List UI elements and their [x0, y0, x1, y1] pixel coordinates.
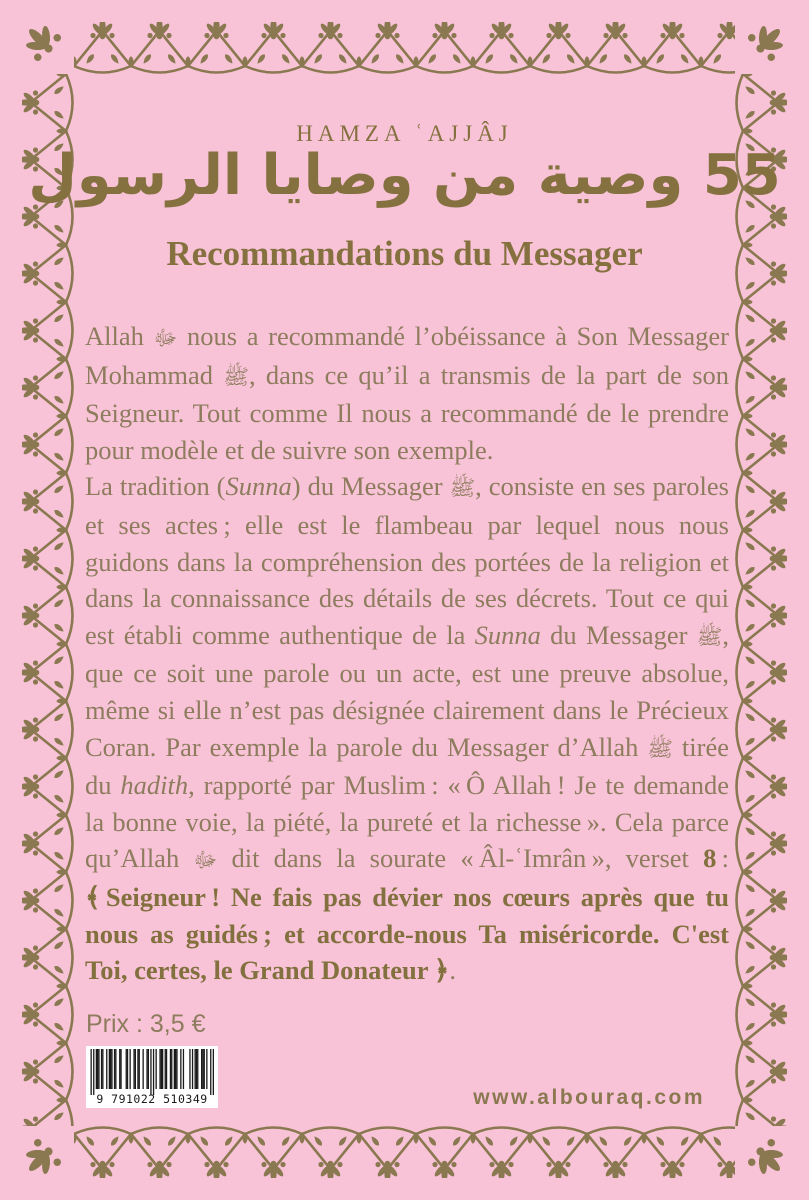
text-run: ﷺ — [647, 735, 673, 761]
text-run: : — [716, 843, 729, 874]
text-run: ) du Messager — [291, 471, 450, 502]
text-run: ﷻ — [193, 847, 218, 873]
arabic-title: 55 وصية من وصايا الرسول — [28, 143, 781, 208]
text-run: La tradition ( — [85, 471, 226, 502]
text-run: , que ce soit une parole ou un acte, est une preuve absolue, même si elle n’est pas désignée clairement dans le Précieux Coran. Par exemple la parole du Messager d’Allah — [85, 619, 729, 762]
text-run: ﴾ Seigneur ! Ne fais pas dévier nos cœurs après que tu nous as guidés ; et accorde-nous Ta miséricorde. C'est Toi, certes, le Grand Donateur ﴿ — [85, 881, 729, 986]
text-run: , rapporté par Muslim : « Ô Allah ! Je te demande la bonne voie, la piété, la pureté et la richesse ». Cela parce qu’Allah — [85, 770, 730, 874]
price-label: Prix : 3,5 € — [86, 1010, 206, 1038]
text-run: dit dans la sourate « Âl-ʿImrân », verset — [217, 843, 704, 874]
paragraph — [85, 318, 729, 468]
text-run: 8 — [703, 843, 717, 874]
website-url: www.albouraq.com — [473, 1086, 705, 1109]
paragraph — [85, 468, 729, 988]
text-run: , dans ce qu’il a transmis de la part de son Seigneur. Tout comme Il nous a recommandé de le prendre pour modèle et de suivre son exemple. — [85, 359, 730, 465]
text-run: . — [449, 955, 456, 986]
text-run: Sunna — [474, 619, 541, 650]
text-run: , consiste en ses paroles et ses actes ; elle est le flambeau par lequel nous nous guidons dans la compréhension des portées de la religion et dans la connaissance des détails de ses décrets. Tout ce qui est établi comme authentique de la — [85, 471, 729, 650]
text-run: ﷺ — [449, 475, 476, 501]
text-run: ﷺ — [223, 363, 249, 389]
barcode-digits: 9 791022 510349 — [96, 1092, 208, 1106]
text-run: ﷺ — [696, 623, 723, 649]
french-title: Recommandations du Messager — [166, 234, 643, 273]
text-run: ﷻ — [153, 325, 178, 350]
text-run: hadith — [120, 770, 189, 801]
text-run: Allah — [85, 321, 154, 351]
text-run: Sunna — [225, 471, 292, 502]
body-text — [85, 318, 729, 989]
author-name: HAMZA ʿAJJÂJ — [296, 121, 513, 146]
text-run: tirée du — [85, 731, 730, 801]
text-run: nous a recommandé l’obéissance à Son Messager Mohammad — [85, 321, 729, 390]
text-run: du Messager — [540, 619, 697, 650]
